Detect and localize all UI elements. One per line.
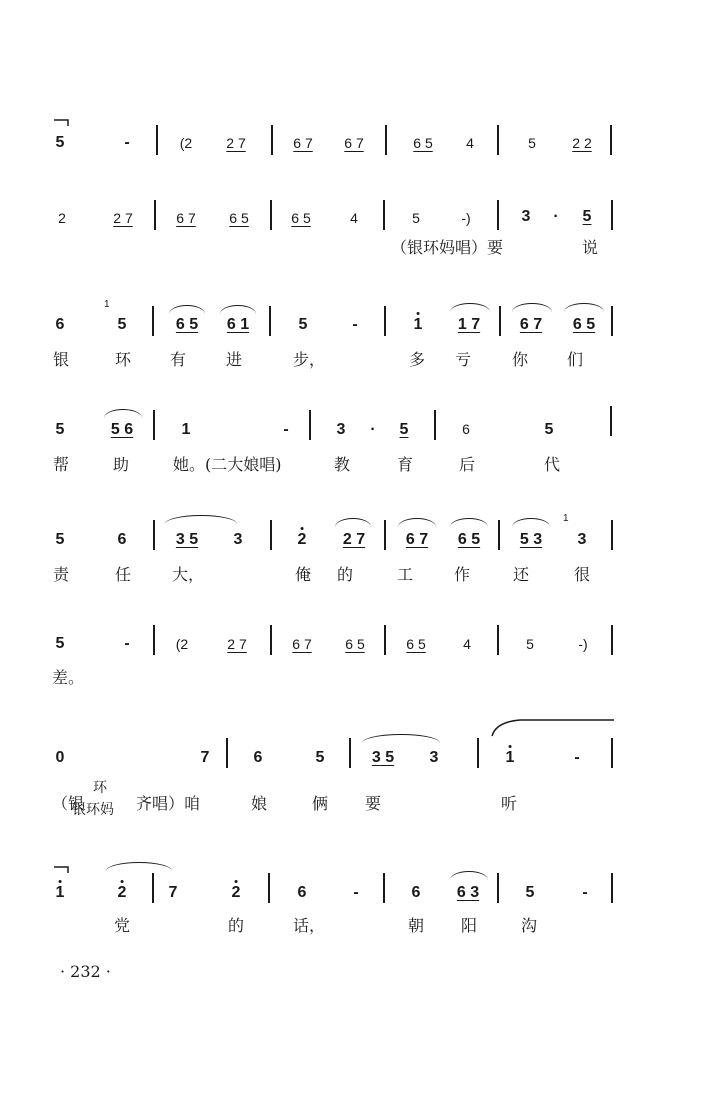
barline <box>384 625 386 655</box>
barline <box>434 410 436 440</box>
barline <box>270 200 272 230</box>
note: - <box>124 134 130 151</box>
barline <box>268 873 270 903</box>
barline <box>497 625 499 655</box>
barline <box>309 410 311 440</box>
lyric: 朝 <box>407 916 425 935</box>
lyric: 差。 <box>52 668 85 687</box>
barline <box>385 125 387 155</box>
tie-mark-icon <box>52 118 72 128</box>
page-number: · 232 · <box>60 962 111 981</box>
note: 6 <box>297 884 307 901</box>
lyric: 话， <box>293 916 326 935</box>
lyric: 党 <box>113 916 131 935</box>
note: 5 <box>55 531 65 548</box>
note: 5 3 <box>519 531 543 548</box>
note: 3 5 <box>175 531 199 548</box>
note: 5 <box>55 635 65 652</box>
lyric: 她。(二大娘唱) <box>173 455 282 474</box>
lyric: 银 <box>52 350 70 369</box>
barline <box>270 520 272 550</box>
note: -) <box>578 636 588 652</box>
lyric: 沟 <box>520 916 538 935</box>
note: 6 5 <box>413 135 433 151</box>
note: (2 <box>179 135 193 151</box>
lyric: 工 <box>396 565 414 584</box>
note: 6 7 <box>405 531 429 548</box>
barline <box>384 306 386 336</box>
note: 6 5 <box>175 316 199 333</box>
slur <box>220 305 256 314</box>
note: 5 <box>117 316 127 333</box>
lyric: 还 <box>512 565 530 584</box>
barline <box>477 738 479 768</box>
lyric: 后 <box>458 455 476 474</box>
barline <box>498 520 500 550</box>
note: 3 <box>336 421 346 438</box>
slur <box>450 518 488 527</box>
lyric: 银环妈 <box>72 802 114 818</box>
barline <box>153 520 155 550</box>
note: 2 7 <box>342 531 366 548</box>
lyric: 的 <box>227 916 245 935</box>
note: 5 <box>412 210 420 226</box>
note: 5 <box>399 421 409 438</box>
lyric: 任 <box>114 565 132 584</box>
note: 6 7 <box>176 210 196 226</box>
grace-note: 1 <box>104 299 110 310</box>
note: 6 <box>253 749 263 766</box>
note: 2 <box>231 884 241 901</box>
lyric: 你 <box>511 350 529 369</box>
lyric: 帮 <box>52 455 70 474</box>
slur <box>104 409 142 418</box>
barline <box>383 200 385 230</box>
lyric: 俩 <box>311 794 329 813</box>
lyric: 环 <box>114 350 132 369</box>
note: 2 7 <box>226 135 246 151</box>
note: 3 <box>429 749 439 766</box>
lyric: （银 <box>52 794 85 813</box>
note: 1 <box>413 316 423 333</box>
slur <box>564 303 604 312</box>
note: 4 <box>466 135 474 151</box>
barline <box>152 873 154 903</box>
lyric: （银环妈唱）要 <box>391 238 504 257</box>
note: 6 <box>55 316 65 333</box>
slur <box>398 518 436 527</box>
note: 2 7 <box>227 636 247 652</box>
note: 5 <box>525 884 535 901</box>
barline <box>271 125 273 155</box>
lyric: 们 <box>566 350 584 369</box>
note: 1 <box>55 884 65 901</box>
lyric: 大， <box>172 565 205 584</box>
note: 6 5 <box>572 316 596 333</box>
barline <box>497 873 499 903</box>
note: 5 <box>55 421 65 438</box>
slur <box>512 303 552 312</box>
lyric: 听 <box>500 794 518 813</box>
slur <box>450 303 490 312</box>
lyric: 阳 <box>460 916 478 935</box>
lyric: 步， <box>293 350 326 369</box>
barline <box>610 125 612 155</box>
barline <box>497 125 499 155</box>
barline <box>269 306 271 336</box>
note: 4 <box>463 636 471 652</box>
note: (2 <box>175 636 189 652</box>
note: 5 <box>544 421 554 438</box>
note: 3 <box>233 531 243 548</box>
note: -) <box>461 210 471 226</box>
note: 6 5 <box>457 531 481 548</box>
barline <box>270 625 272 655</box>
note: 6 7 <box>293 135 313 151</box>
slur <box>169 305 205 314</box>
note: 6 5 <box>229 210 249 226</box>
note: 3 <box>577 531 587 548</box>
barline <box>611 200 613 230</box>
note: 2 7 <box>113 210 133 226</box>
barline <box>611 520 613 550</box>
note: 5 <box>55 134 65 151</box>
note: - <box>352 316 358 333</box>
note: 6 <box>411 884 421 901</box>
barline <box>153 410 155 440</box>
barline <box>611 873 613 903</box>
note: 2 <box>58 210 66 226</box>
lyric: 有 <box>169 350 187 369</box>
note: - <box>582 884 588 901</box>
slur <box>362 734 440 743</box>
note: 6 1 <box>226 316 250 333</box>
lyric: 教 <box>333 455 351 474</box>
note: 7 <box>200 749 210 766</box>
barline <box>384 520 386 550</box>
note: 6 5 <box>291 210 311 226</box>
slur <box>165 515 237 524</box>
barline <box>226 738 228 768</box>
barline <box>610 406 612 436</box>
barline <box>383 873 385 903</box>
lyric: 亏 <box>454 350 472 369</box>
slur <box>335 518 371 527</box>
note: 7 <box>168 884 178 901</box>
note: 6 3 <box>456 884 480 901</box>
barline <box>349 738 351 768</box>
note: 1 <box>181 421 191 438</box>
dot-mark: · <box>553 208 559 225</box>
tie-arc-icon <box>490 718 616 738</box>
lyric: 的 <box>336 565 354 584</box>
lyric: 要 <box>364 794 382 813</box>
note: 4 <box>350 210 358 226</box>
note: 5 <box>528 135 536 151</box>
lyric: 助 <box>112 455 130 474</box>
note: - <box>124 635 130 652</box>
barline <box>156 125 158 155</box>
note: 1 <box>505 749 515 766</box>
lyric: 作 <box>453 565 471 584</box>
barline <box>611 738 613 768</box>
note: 3 5 <box>371 749 395 766</box>
lyric: 很 <box>573 565 591 584</box>
barline <box>611 306 613 336</box>
slur <box>512 518 550 527</box>
note: 6 <box>117 531 127 548</box>
lyric: 代 <box>543 455 561 474</box>
note: 0 <box>55 749 65 766</box>
lyric: 环 <box>93 780 107 796</box>
dot-mark: · <box>370 421 376 438</box>
grace-note: 1 <box>563 513 569 524</box>
note: 6 <box>462 421 470 437</box>
note: 1 7 <box>457 316 481 333</box>
slur <box>106 862 172 871</box>
note: 2 <box>297 531 307 548</box>
lyric: 俺 <box>294 565 312 584</box>
note: 3 <box>521 208 531 225</box>
note: 5 <box>315 749 325 766</box>
barline <box>497 200 499 230</box>
note: - <box>574 749 580 766</box>
note: 6 5 <box>406 636 426 652</box>
lyric: 责 <box>52 565 70 584</box>
barline <box>154 200 156 230</box>
note: 6 7 <box>292 636 312 652</box>
lyric: 育 <box>396 455 414 474</box>
lyric: 娘 <box>250 794 268 813</box>
note: 5 6 <box>110 421 134 438</box>
lyric: 进 <box>225 350 243 369</box>
tie-mark-icon <box>52 865 72 875</box>
barline <box>152 306 154 336</box>
barline <box>611 625 613 655</box>
lyric: 说 <box>581 238 599 257</box>
note: 5 <box>298 316 308 333</box>
note: 2 2 <box>572 135 592 151</box>
note: 5 <box>526 636 534 652</box>
note: - <box>283 421 289 438</box>
lyric: 多 <box>408 350 426 369</box>
barline <box>153 625 155 655</box>
note: 2 <box>117 884 127 901</box>
lyric: 齐唱）咱 <box>136 794 201 813</box>
note: 6 7 <box>519 316 543 333</box>
note: 6 5 <box>345 636 365 652</box>
note: - <box>353 884 359 901</box>
note: 6 7 <box>344 135 364 151</box>
note: 5 <box>582 208 592 225</box>
barline <box>499 306 501 336</box>
slur <box>450 871 488 880</box>
